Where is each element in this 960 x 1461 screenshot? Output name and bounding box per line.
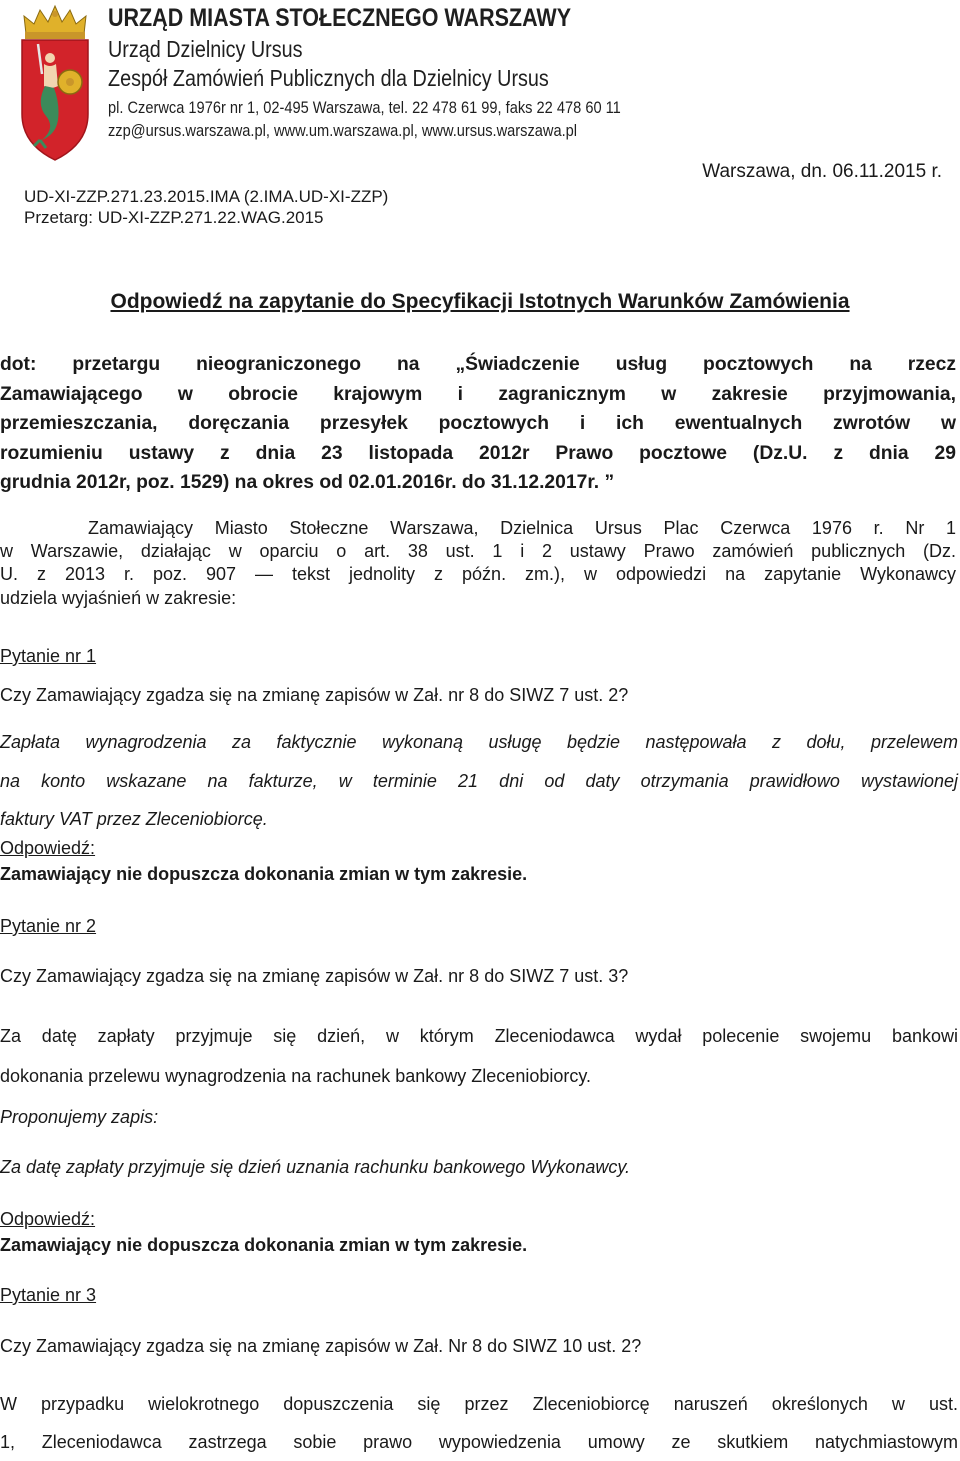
subject-line: Zamawiającego w obrocie krajowym i zagranicznym w zakresie przyjmowania, xyxy=(0,383,956,405)
document-title: Odpowiedź na zapytanie do Specyfikacji Istotnych Warunków Zamówienia xyxy=(110,290,850,313)
subject-paragraph xyxy=(0,350,956,498)
question-3-text: Czy Zamawiający zgadza się na zmianę zapisów w Zał. Nr 8 do SIWZ 10 ust. 2? xyxy=(0,1336,642,1356)
quote-line: faktury VAT przez Zleceniobiorcę. xyxy=(0,809,268,829)
header-procurement-team: Zespół Zamówień Publicznych dla Dzielnicy Ursus xyxy=(108,65,549,91)
question-2-heading: Pytanie nr 2 xyxy=(0,916,97,936)
proposal-label: Proponujemy zapis: xyxy=(0,1107,159,1127)
header-office-name: URZĄD MIASTA STOŁECZNEGO WARSZAWY xyxy=(108,4,572,32)
clause-line: 1, Zleceniodawca zastrzega sobie prawo wypowiedzenia umowy ze skutkiem natychmiastowym xyxy=(0,1432,958,1452)
answer-1-text: Zamawiający nie dopuszcza dokonania zmian w tym zakresie. xyxy=(0,864,528,884)
subject-line: dot: przetargu nieograniczonego na „Świadczenie usług pocztowych na rzecz xyxy=(0,354,956,375)
quote-line: na konto wskazane na fakturze, w terminie 21 dni od daty otrzymania prawidłowo wystawionej xyxy=(0,770,958,791)
intro-line: U. z 2013 r. poz. 907 — tekst jednolity z późn. zm.), w odpowiedzi na zapytanie Wykonawcy xyxy=(0,564,956,585)
warsaw-mermaid-crest-icon xyxy=(16,4,94,162)
question-1-quote xyxy=(0,723,958,839)
question-3-heading: Pytanie nr 3 xyxy=(0,1285,97,1305)
header-district-office: Urząd Dzielnicy Ursus xyxy=(108,36,303,62)
document-date: Warszawa, dn. 06.11.2015 r. xyxy=(702,161,942,182)
answer-1-label: Odpowiedź: xyxy=(0,838,96,858)
question-1-text: Czy Zamawiający zgadza się na zmianę zapisów w Zał. nr 8 do SIWZ 7 ust. 2? xyxy=(0,685,629,705)
question-1-heading: Pytanie nr 1 xyxy=(0,646,97,666)
clause-line: dokonania przelewu wynagrodzenia na rachunek bankowy Zleceniobiorcy. xyxy=(0,1066,592,1086)
subject-line: przemieszczania, doręczania przesyłek pocztowych i ich ewentualnych zwrotów w xyxy=(0,413,956,435)
intro-line: udziela wyjaśnień w zakresie: xyxy=(0,587,237,608)
intro-line: w Warszawie, działając w oparciu o art. 38 ust. 1 i 2 ustawy Prawo zamówień publicznych (Dz. xyxy=(0,541,956,562)
subject-line: rozumieniu ustawy z dnia 23 listopada 2012r Prawo pocztowe (Dz.U. z dnia 29 xyxy=(0,442,956,464)
question-2-clause xyxy=(0,1016,958,1096)
quote-line: Zapłata wynagrodzenia za faktycznie wykonaną usługę będzie następowała z dołu, przelewem xyxy=(0,732,958,752)
clause-line: Za datę zapłaty przyjmuje się dzień, w którym Zleceniodawca wydał polecenie swojemu bankowi xyxy=(0,1026,958,1046)
intro-line: Zamawiający Miasto Stołeczne Warszawa, Dzielnica Ursus Plac Czerwca 1976 r. Nr 1 xyxy=(88,518,956,538)
case-number: UD-XI-ZZP.271.23.2015.IMA (2.IMA.UD-XI-ZZP) xyxy=(24,187,389,206)
tender-number: Przetarg: UD-XI-ZZP.271.22.WAG.2015 xyxy=(24,208,324,227)
question-2-text: Czy Zamawiający zgadza się na zmianę zapisów w Zał. nr 8 do SIWZ 7 ust. 3? xyxy=(0,966,629,986)
intro-paragraph xyxy=(0,517,956,610)
header-address: pl. Czerwca 1976r nr 1, 02-495 Warszawa, tel. 22 478 61 99, faks 22 478 60 11 xyxy=(108,98,621,117)
header-contact-links: zzp@ursus.warszawa.pl, www.um.warszawa.pl, www.ursus.warszawa.pl xyxy=(108,121,578,140)
clause-line: W przypadku wielokrotnego dopuszczenia się przez Zleceniobiorcę naruszeń określonych w ust. xyxy=(0,1394,958,1414)
question-3-clause xyxy=(0,1385,958,1461)
subject-line: grudnia 2012r, poz. 1529) na okres od 02.01.2016r. do 31.12.2017r. ” xyxy=(0,472,615,494)
answer-2-label: Odpowiedź: xyxy=(0,1209,96,1229)
answer-2-text: Zamawiający nie dopuszcza dokonania zmian w tym zakresie. xyxy=(0,1235,528,1255)
proposal-text: Za datę zapłaty przyjmuje się dzień uznania rachunku bankowego Wykonawcy. xyxy=(0,1157,630,1177)
